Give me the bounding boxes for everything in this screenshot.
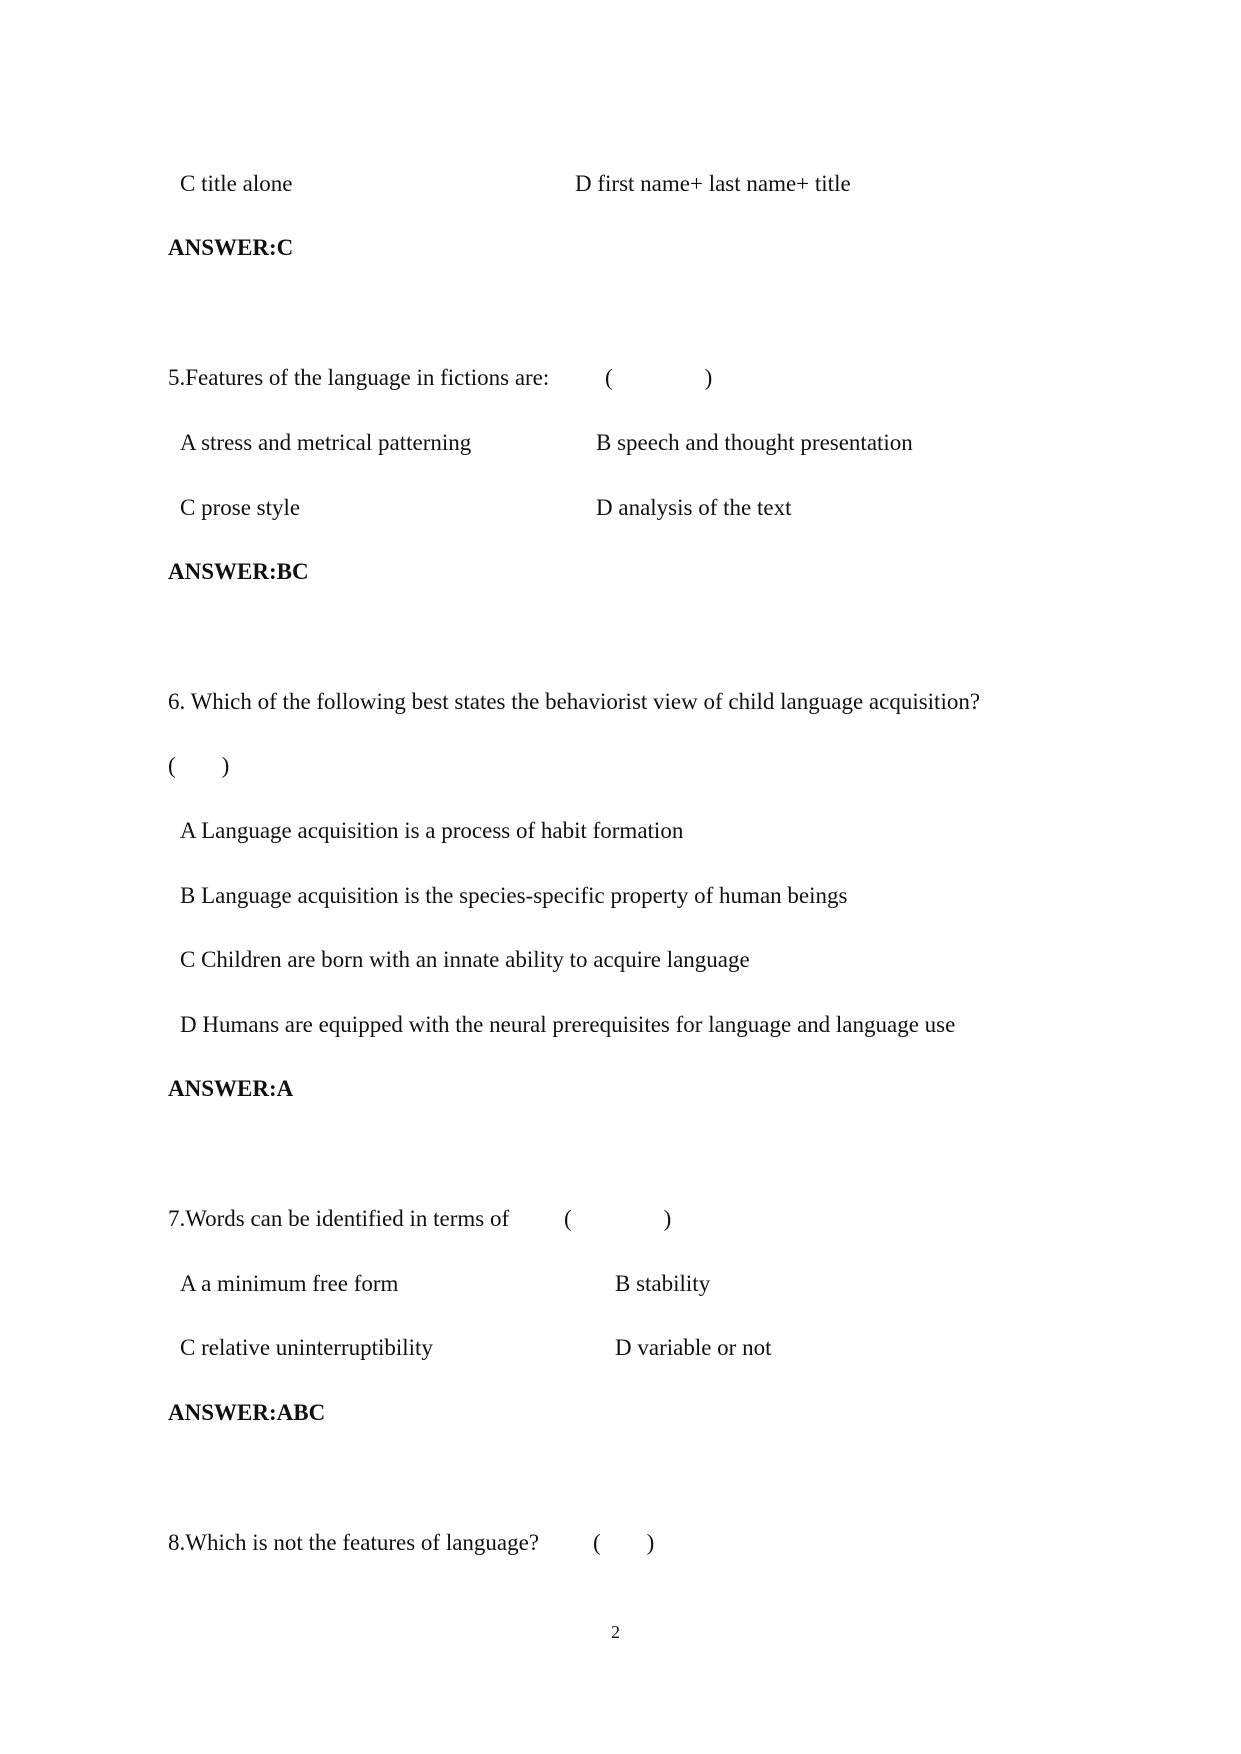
page-number: 2 — [611, 1622, 620, 1642]
q5-question: 5.Features of the language in fictions are: — [168, 365, 550, 390]
q6-question: 6. Which of the following best states the behaviorist view of child language acquisition? — [168, 689, 981, 714]
q4-option-c: C title alone — [180, 171, 293, 196]
q6-option-a: A Language acquisition is a process of habit formation — [180, 818, 684, 843]
q5-blank: ( ) — [605, 365, 713, 390]
q8-question: 8.Which is not the features of language? — [168, 1530, 540, 1555]
q8-blank: ( ) — [593, 1530, 655, 1555]
q6-option-c: C Children are born with an innate ability to acquire language — [180, 947, 750, 972]
q7-blank: ( ) — [564, 1206, 672, 1231]
q6-option-b: B Language acquisition is the species-specific property of human beings — [180, 883, 848, 908]
q7-question: 7.Words can be identified in terms of — [168, 1206, 510, 1231]
q7-option-c: C relative uninterruptibility — [180, 1335, 433, 1360]
q6-option-d: D Humans are equipped with the neural prerequisites for language and language use — [180, 1012, 956, 1037]
q7-option-b: B stability — [615, 1271, 711, 1296]
q7-option-a: A a minimum free form — [180, 1271, 399, 1296]
q7-option-d: D variable or not — [615, 1335, 772, 1360]
q5-option-a: A stress and metrical patterning — [180, 430, 472, 455]
q4-answer: ANSWER:C — [168, 235, 294, 260]
q6-answer: ANSWER:A — [168, 1076, 294, 1101]
q5-option-b: B speech and thought presentation — [596, 430, 913, 455]
q7-answer: ANSWER:ABC — [168, 1400, 326, 1425]
q6-blank: ( ) — [168, 753, 230, 778]
q5-option-c: C prose style — [180, 495, 301, 520]
q4-option-d: D first name+ last name+ title — [575, 171, 851, 196]
q5-answer: ANSWER:BC — [168, 559, 309, 584]
q5-option-d: D analysis of the text — [596, 495, 792, 520]
